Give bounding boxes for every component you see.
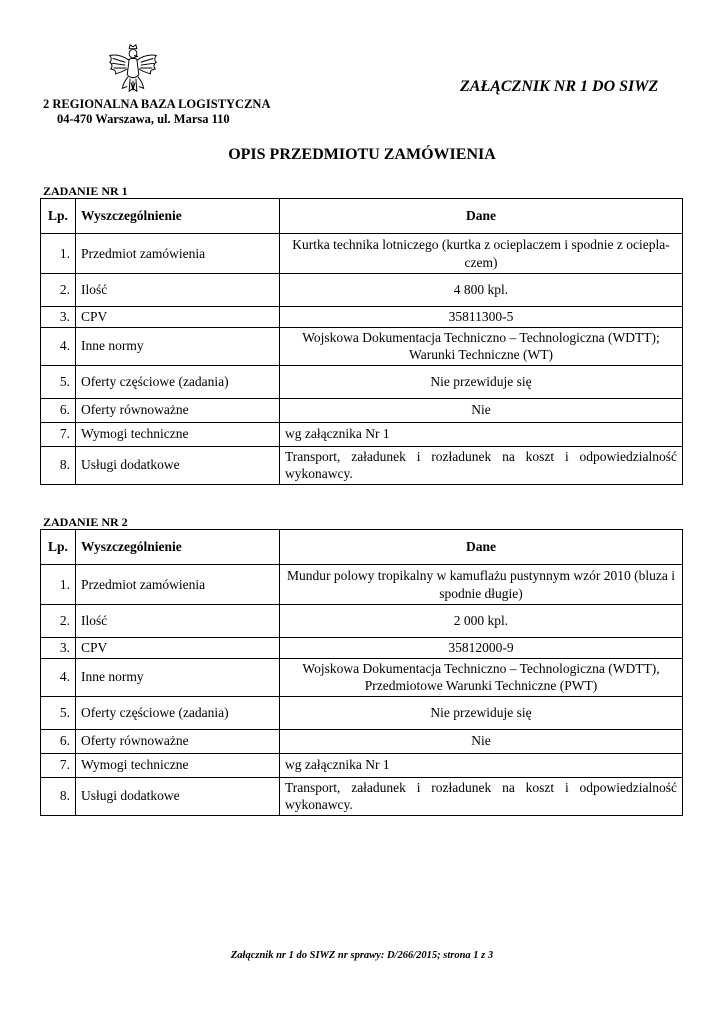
row-value: Nie: [280, 729, 683, 753]
row-label: Przedmiot zamówienia: [76, 565, 280, 605]
column-header-name: Wyszczególnienie: [76, 199, 280, 234]
row-value: Wojskowa Dokumentacja Techniczno – Technologiczna (WDTT), Przedmiotowe Warunki Techniczne (PWT): [280, 658, 683, 696]
row-label: Oferty równoważne: [76, 398, 280, 422]
row-value: 35812000-9: [280, 638, 683, 659]
table-row: [41, 398, 683, 422]
table-row: [41, 605, 683, 638]
row-number: 6.: [41, 729, 76, 753]
row-value: Kurtka technika lotniczego (kurtka z ocieplaczem i spodnie z ocieplaczem): [280, 234, 683, 274]
row-label: Oferty równoważne: [76, 729, 280, 753]
row-number: 4.: [41, 327, 76, 365]
organization-name: 2 REGIONALNA BAZA LOGISTYCZNA: [43, 97, 271, 111]
row-number: 3.: [41, 638, 76, 659]
table-row: [41, 274, 683, 307]
row-label: Oferty częściowe (zadania): [76, 365, 280, 398]
row-label: Wymogi techniczne: [76, 753, 280, 777]
row-number: 6.: [41, 398, 76, 422]
section-2-label: ZADANIE NR 2: [43, 515, 128, 529]
row-value: Mundur polowy tropikalny w kamuflażu pustynnym wzór 2010 (bluza i spodnie długie): [280, 565, 683, 605]
polish-eagle-emblem-icon: [104, 40, 162, 98]
table-row: [41, 753, 683, 777]
table-header-row: [41, 199, 683, 234]
column-header-lp: Lp.: [41, 530, 76, 565]
column-header-lp: Lp.: [41, 199, 76, 234]
row-label: Inne normy: [76, 658, 280, 696]
row-value: wg załącznika Nr 1: [280, 422, 683, 446]
task-1-table: [40, 198, 683, 485]
table-row: [41, 307, 683, 328]
row-number: 4.: [41, 658, 76, 696]
row-number: 3.: [41, 307, 76, 328]
row-value: Wojskowa Dokumentacja Techniczno – Technologiczna (WDTT); Warunki Techniczne (WT): [280, 327, 683, 365]
table-row: [41, 365, 683, 398]
row-value: Transport, załadunek i rozładunek na koszt i odpowiedzialność wykonawcy.: [280, 777, 683, 815]
row-value: Transport, załadunek i rozładunek na koszt i odpowiedzialność wykonawcy.: [280, 446, 683, 484]
row-value: Nie: [280, 398, 683, 422]
table-row: [41, 638, 683, 659]
row-number: 2.: [41, 605, 76, 638]
row-number: 5.: [41, 365, 76, 398]
row-label: Usługi dodatkowe: [76, 446, 280, 484]
row-number: 1.: [41, 234, 76, 274]
row-value: wg załącznika Nr 1: [280, 753, 683, 777]
column-header-value: Dane: [280, 199, 683, 234]
table-header-row: [41, 530, 683, 565]
table-row: [41, 658, 683, 696]
table-row: [41, 696, 683, 729]
column-header-value: Dane: [280, 530, 683, 565]
row-number: 8.: [41, 777, 76, 815]
table-row: [41, 422, 683, 446]
row-number: 1.: [41, 565, 76, 605]
document-title: OPIS PRZEDMIOTU ZAMÓWIENIA: [228, 146, 496, 163]
row-value: Nie przewiduje się: [280, 696, 683, 729]
row-label: Inne normy: [76, 327, 280, 365]
row-number: 7.: [41, 422, 76, 446]
row-value: 4 800 kpl.: [280, 274, 683, 307]
table-row: [41, 234, 683, 274]
row-label: Ilość: [76, 274, 280, 307]
table-row: [41, 777, 683, 815]
row-label: Ilość: [76, 605, 280, 638]
page-footer: Załącznik nr 1 do SIWZ nr sprawy: D/266/2015; strona 1 z 3: [230, 950, 494, 961]
organization-address: 04-470 Warszawa, ul. Marsa 110: [57, 112, 230, 126]
row-number: 2.: [41, 274, 76, 307]
row-label: Oferty częściowe (zadania): [76, 696, 280, 729]
row-number: 7.: [41, 753, 76, 777]
table-row: [41, 729, 683, 753]
row-value: 2 000 kpl.: [280, 605, 683, 638]
table-row: [41, 565, 683, 605]
row-label: CPV: [76, 638, 280, 659]
row-label: Wymogi techniczne: [76, 422, 280, 446]
annex-title: ZAŁĄCZNIK NR 1 DO SIWZ: [460, 78, 659, 95]
section-1-label: ZADANIE NR 1: [43, 184, 128, 198]
table-row: [41, 327, 683, 365]
row-label: Przedmiot zamówienia: [76, 234, 280, 274]
row-label: Usługi dodatkowe: [76, 777, 280, 815]
column-header-name: Wyszczególnienie: [76, 530, 280, 565]
row-value: Nie przewiduje się: [280, 365, 683, 398]
row-value: 35811300-5: [280, 307, 683, 328]
row-number: 5.: [41, 696, 76, 729]
row-label: CPV: [76, 307, 280, 328]
table-row: [41, 446, 683, 484]
row-number: 8.: [41, 446, 76, 484]
task-2-table: [40, 529, 683, 816]
